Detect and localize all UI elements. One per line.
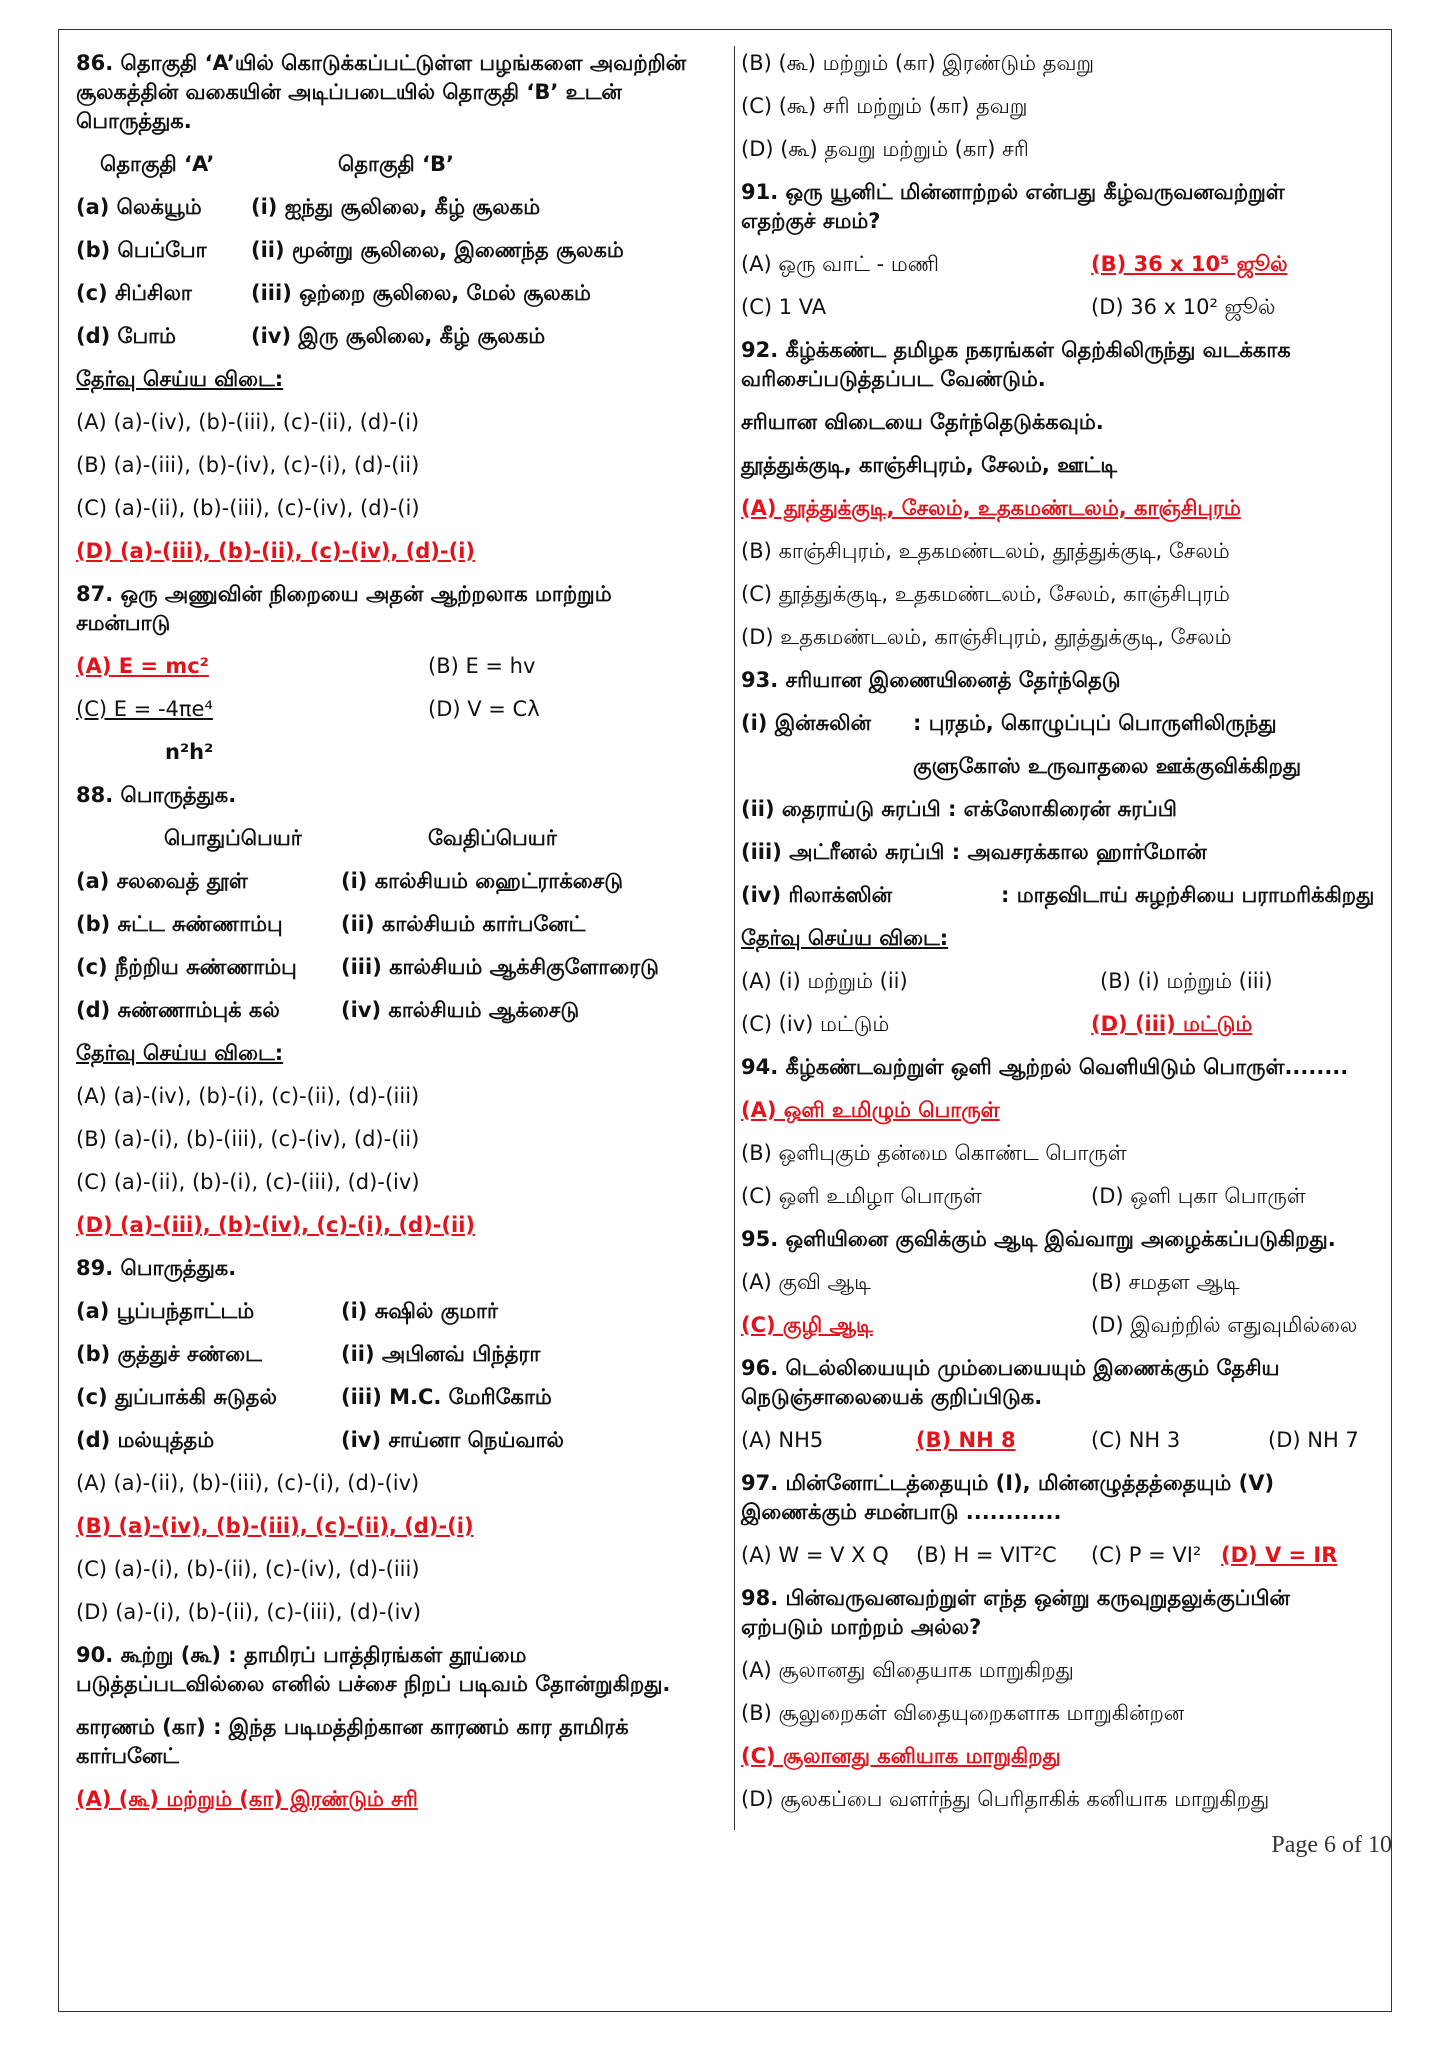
fraction-denominator: n²h² (165, 740, 214, 764)
option-line: (D) சூலகப்பை வளர்ந்து பெரிதாகிக் கனியாக மாறுகிறது (741, 1787, 1270, 1811)
option-cell: (d) போம் (76, 324, 176, 348)
option-cell: (d) மல்யுத்தம் (76, 1428, 215, 1452)
question-text (741, 171, 1393, 243)
option-line: (C) தூத்துக்குடி, உதகமண்டலம், சேலம், காஞ்சிபுரம் (741, 582, 1230, 606)
question-text (741, 1347, 1393, 1419)
question-text (741, 1462, 1393, 1534)
question-line: (iii) அட்ரீனல் சுரப்பி : அவசரக்கால ஹார்மோன் (741, 840, 1207, 864)
option-cell: : புரதம், கொழுப்புப் பொருளிலிருந்து (913, 711, 1277, 735)
option-cell: (a) சலவைத் தூள் (76, 869, 248, 893)
option-cell: (B) சமதள ஆடி (1091, 1270, 1240, 1294)
question-line: 86. தொகுதி ‘A’யில் கொடுக்கப்பட்டுள்ள பழங்களை அவற்றின் (76, 51, 687, 75)
question-line: 93. சரியான இணையினைத் தேர்ந்தெடு (741, 668, 1121, 692)
option-cell: (C) E = -4πe⁴ (76, 697, 213, 721)
option-line: (A) சூலானது விதையாக மாறுகிறது (741, 1658, 1074, 1682)
option-cell: (iii) கால்சியம் ஆக்சிகுளோரைடு (341, 955, 659, 979)
option-cell: தொகுதி ‘A’ (100, 152, 215, 176)
question-text (76, 1706, 728, 1778)
option-line: (A) (a)-(ii), (b)-(iii), (c)-(i), (d)-(iv) (76, 1471, 420, 1495)
question-text (741, 1046, 1393, 1089)
question-line: 97. மின்னோட்டத்தையும் (I), மின்னழுத்தத்தையும் (V) (741, 1471, 1275, 1495)
option-row (741, 1175, 1393, 1218)
correct-answer: (A) தூத்துக்குடி, சேலம், உதகமண்டலம், காஞ்சிபுரம் (741, 496, 1241, 520)
option-cell: வேதிப்பெயர் (428, 826, 557, 850)
question-line: கார்பனேட் (76, 1744, 179, 1768)
option-cell (741, 752, 913, 781)
option-cell: (b) குத்துச் சண்டை (76, 1342, 262, 1366)
question-line: 98. பின்வருவனவற்றுள் எந்த ஒன்று கருவுறுதலுக்குப்பின் (741, 1586, 1290, 1610)
question-line: பொருத்துக. (76, 109, 192, 133)
option-row (76, 1376, 728, 1419)
question-text (741, 1577, 1393, 1649)
option-cell: (i) ஐந்து சூலிலை, கீழ் சூலகம் (251, 195, 541, 219)
option-row (76, 229, 728, 272)
option-row (741, 1003, 1393, 1046)
question-text (76, 774, 728, 817)
option-row (76, 946, 728, 989)
option-row (76, 1419, 728, 1462)
question-line: இணைக்கும் சமன்பாடு ............ (741, 1500, 1062, 1524)
option-cell: (iv) ரிலாக்ஸின் (741, 883, 893, 907)
option-cell: பொதுப்பெயர் (164, 826, 302, 850)
question-line: 87. ஒரு அணுவின் நிறையை அதன் ஆற்றலாக மாற்றும் (76, 582, 612, 606)
correct-answer-line (76, 1505, 728, 1548)
option-cell: (a) லெக்யூம் (76, 195, 202, 219)
choose-answer-label: தேர்வு செய்ய விடை: (76, 367, 284, 391)
option-cell: (A) W = V X Q (741, 1543, 889, 1567)
correct-answer: (D) (iii) மட்டும் (1091, 1012, 1253, 1036)
option-cell: குளுகோஸ் உருவாதலை ஊக்குவிக்கிறது (913, 754, 1302, 778)
option-line: (D) (a)-(i), (b)-(ii), (c)-(iii), (d)-(iv) (76, 1600, 422, 1624)
option-line: (D) (கூ) தவறு மற்றும் (கா) சரி (741, 137, 1029, 161)
right-column (741, 42, 1393, 1821)
option-cell: (a) பூப்பந்தாட்டம் (76, 1299, 255, 1323)
question-text (741, 329, 1393, 401)
option-row (741, 960, 1393, 1003)
correct-answer-line (741, 1089, 1393, 1132)
correct-answer: (B) NH 8 (916, 1428, 1016, 1452)
option-cell: (i) சுஷில் குமார் (341, 1299, 498, 1323)
option-line: (B) காஞ்சிபுரம், உதகமண்டலம், தூத்துக்குடி, சேலம் (741, 539, 1230, 563)
option-cell: (C) NH 3 (1091, 1428, 1181, 1452)
question-line: சரியான விடையை தேர்ந்தெடுக்கவும். (741, 410, 1104, 434)
question-line: வரிசைப்படுத்தப்பட வேண்டும். (741, 367, 1046, 391)
option-cell: (B) (i) மற்றும் (iii) (1100, 969, 1273, 993)
option-line: (A) (a)-(iv), (b)-(i), (c)-(ii), (d)-(iii) (76, 1084, 420, 1108)
option-line: (A) (a)-(iv), (b)-(iii), (c)-(ii), (d)-(i) (76, 410, 420, 434)
option-row (741, 1534, 1393, 1577)
correct-answer: (C) சூலானது கனியாக மாறுகிறது (741, 1744, 1061, 1768)
option-cell: (iii) M.C. மேரிகோம் (341, 1385, 552, 1409)
option-cell: (ii) மூன்று சூலிலை, இணைந்த சூலகம் (251, 238, 624, 262)
option-cell: (D) NH 7 (1268, 1428, 1359, 1452)
option-line: (C) (கூ) சரி மற்றும் (கா) தவறு (741, 94, 1028, 118)
question-line: 89. பொருத்துக. (76, 1256, 237, 1280)
question-line: 92. கீழ்க்கண்ட தமிழக நகரங்கள் தெற்கிலிருந்து வடக்காக (741, 338, 1291, 362)
correct-answer: (B) (a)-(iv), (b)-(iii), (c)-(ii), (d)-(i) (76, 1514, 474, 1538)
option-cell: (C) (iv) மட்டும் (741, 1012, 890, 1036)
option-cell: (C) P = VI² (1091, 1543, 1202, 1567)
option-cell: (A) (i) மற்றும் (ii) (741, 969, 908, 993)
question-text (741, 788, 1393, 831)
option-line: (B) (கூ) மற்றும் (கா) இரண்டும் தவறு (741, 51, 1095, 75)
option-cell: (c) சிப்சிலா (76, 281, 192, 305)
correct-answer: (C) குழி ஆடி (741, 1313, 873, 1337)
question-line: 88. பொருத்துக. (76, 783, 237, 807)
option-cell: (ii) கால்சியம் கார்பனேட் (341, 912, 586, 936)
correct-answer-line (741, 1735, 1393, 1778)
option-row (741, 745, 1393, 788)
option-row (76, 989, 728, 1032)
correct-answer: (A) E = mc² (76, 654, 209, 678)
option-cell: (b) பெப்போ (76, 238, 207, 262)
option-row (741, 702, 1393, 745)
correct-answer: (B) 36 x 10⁵ ஜூல் (1091, 252, 1288, 276)
question-text (76, 1247, 728, 1290)
option-row (76, 817, 728, 860)
question-text (741, 659, 1393, 702)
question-text (741, 1218, 1393, 1261)
option-line: (B) ஒளிபுகும் தன்மை கொண்ட பொருள் (741, 1141, 1127, 1165)
option-cell: (D) V = Cλ (428, 697, 540, 721)
option-row (741, 1419, 1393, 1462)
page-number: Page 6 of 10 (1271, 1832, 1392, 1858)
option-line: (D) உதகமண்டலம், காஞ்சிபுரம், தூத்துக்குடி, சேலம் (741, 625, 1232, 649)
option-row (741, 1304, 1393, 1347)
question-line: 90. கூற்று (கூ) : தாமிரப் பாத்திரங்கள் தூய்மை (76, 1643, 527, 1667)
option-cell: (d) சுண்ணாம்புக் கல் (76, 998, 280, 1022)
option-row (741, 874, 1393, 917)
option-row (76, 1333, 728, 1376)
option-row (741, 286, 1393, 329)
option-cell: (b) சுட்ட சுண்ணாம்பு (76, 912, 283, 936)
question-text (741, 831, 1393, 874)
option-row (76, 688, 728, 731)
option-row (76, 645, 728, 688)
choose-answer-label: தேர்வு செய்ய விடை: (741, 926, 949, 950)
question-line: காரணம் (கா) : இந்த படிமத்திற்கான காரணம் கார தாமிரக் (76, 1715, 629, 1739)
option-cell: (B) H = VIT²C (916, 1543, 1057, 1567)
option-row (76, 272, 728, 315)
option-cell: (iv) சாய்னா நெய்வால் (341, 1428, 564, 1452)
correct-answer-line (741, 487, 1393, 530)
question-line: (ii) தைராய்டு சுரப்பி : எக்ஸோகிரைன் சுரப்பி (741, 797, 1177, 821)
question-line: ஏற்படும் மாற்றம் அல்ல? (741, 1615, 982, 1639)
option-row (76, 315, 728, 358)
question-text (76, 573, 728, 645)
option-row (76, 143, 728, 186)
question-line: 95. ஒளியினை குவிக்கும் ஆடி இவ்வாறு அழைக்கப்படுகிறது. (741, 1227, 1336, 1251)
option-cell: (iii) ஒற்றை சூலிலை, மேல் சூலகம் (251, 281, 591, 305)
option-cell: தொகுதி ‘B’ (338, 152, 455, 176)
column-divider (734, 46, 735, 1830)
correct-answer-line (76, 1778, 728, 1821)
question-text (741, 401, 1393, 444)
option-line: (C) (a)-(ii), (b)-(iii), (c)-(iv), (d)-(i) (76, 496, 420, 520)
option-line: (B) (a)-(i), (b)-(iii), (c)-(iv), (d)-(ii) (76, 1127, 420, 1151)
option-cell: (D) 36 x 10² ஜூல் (1091, 295, 1276, 319)
option-cell: (A) ஒரு வாட் - மணி (741, 252, 940, 276)
question-line: நெடுஞ்சாலையைக் குறிப்பிடுக. (741, 1385, 1043, 1409)
correct-answer: (D) (a)-(iii), (b)-(ii), (c)-(iv), (d)-(i) (76, 539, 475, 563)
option-cell: (c) துப்பாக்கி சுடுதல் (76, 1385, 277, 1409)
question-line: 94. கீழ்கண்டவற்றுள் ஒளி ஆற்றல் வெளியிடும் பொருள்........ (741, 1055, 1349, 1079)
question-line: தூத்துக்குடி, காஞ்சிபுரம், சேலம், ஊட்டி (741, 453, 1118, 477)
correct-answer: (A) (கூ) மற்றும் (கா) இரண்டும் சரி (76, 1787, 418, 1811)
correct-answer-line (76, 530, 728, 573)
correct-answer-line (76, 1204, 728, 1247)
question-text (76, 1634, 728, 1706)
question-line: சூலகத்தின் வகையின் அடிப்படையில் தொகுதி ‘B’ உடன் (76, 80, 622, 104)
option-cell: (i) இன்சுலின் (741, 711, 871, 735)
option-cell: (C) ஒளி உமிழா பொருள் (741, 1184, 982, 1208)
question-line: எதற்குச் சமம்? (741, 209, 881, 233)
question-line: படுத்தப்படவில்லை எனில் பச்சை நிறப் படிவம் தோன்றுகிறது. (76, 1672, 671, 1696)
option-cell: (i) கால்சியம் ஹைட்ராக்சைடு (341, 869, 624, 893)
option-cell: (A) குவி ஆடி (741, 1270, 871, 1294)
option-row (76, 903, 728, 946)
correct-answer: (D) (a)-(iii), (b)-(iv), (c)-(i), (d)-(ii) (76, 1213, 475, 1237)
question-text (76, 42, 728, 143)
option-line: (C) (a)-(ii), (b)-(i), (c)-(iii), (d)-(iv) (76, 1170, 420, 1194)
option-cell: (B) E = hv (428, 654, 536, 678)
option-row (76, 186, 728, 229)
option-row (76, 1290, 728, 1333)
option-line: (B) (a)-(iii), (b)-(iv), (c)-(i), (d)-(ii) (76, 453, 420, 477)
option-cell: : மாதவிடாய் சுழற்சியை பராமரிக்கிறது (1001, 883, 1375, 907)
option-cell: (D) ஒளி புகா பொருள் (1091, 1184, 1306, 1208)
option-line: (C) (a)-(i), (b)-(ii), (c)-(iv), (d)-(iii) (76, 1557, 420, 1581)
option-row (741, 1261, 1393, 1304)
option-row (76, 860, 728, 903)
correct-answer: (D) V = IR (1221, 1543, 1338, 1567)
left-column (76, 42, 728, 1821)
option-cell: (iv) கால்சியம் ஆக்சைடு (341, 998, 580, 1022)
question-line: சமன்பாடு (76, 611, 171, 635)
question-text (741, 444, 1393, 487)
option-cell: (C) 1 VA (741, 295, 827, 319)
question-line: 91. ஒரு யூனிட் மின்னாற்றல் என்பது கீழ்வருவனவற்றுள் (741, 180, 1285, 204)
option-cell: (D) இவற்றில் எதுவுமில்லை (1091, 1313, 1358, 1337)
question-line: 96. டெல்லியையும் மும்பையையும் இணைக்கும் தேசிய (741, 1356, 1280, 1380)
option-cell: (ii) அபினவ் பிந்த்ரா (341, 1342, 541, 1366)
option-cell: (iv) இரு சூலிலை, கீழ் சூலகம் (251, 324, 546, 348)
correct-answer: (A) ஒளி உமிழும் பொருள் (741, 1098, 1000, 1122)
option-row (741, 243, 1393, 286)
option-line: (B) சூலுறைகள் விதையுறைகளாக மாறுகின்றன (741, 1701, 1185, 1725)
choose-answer-label: தேர்வு செய்ய விடை: (76, 1041, 284, 1065)
option-cell: (c) நீற்றிய சுண்ணாம்பு (76, 955, 297, 979)
option-cell: (A) NH5 (741, 1428, 824, 1452)
